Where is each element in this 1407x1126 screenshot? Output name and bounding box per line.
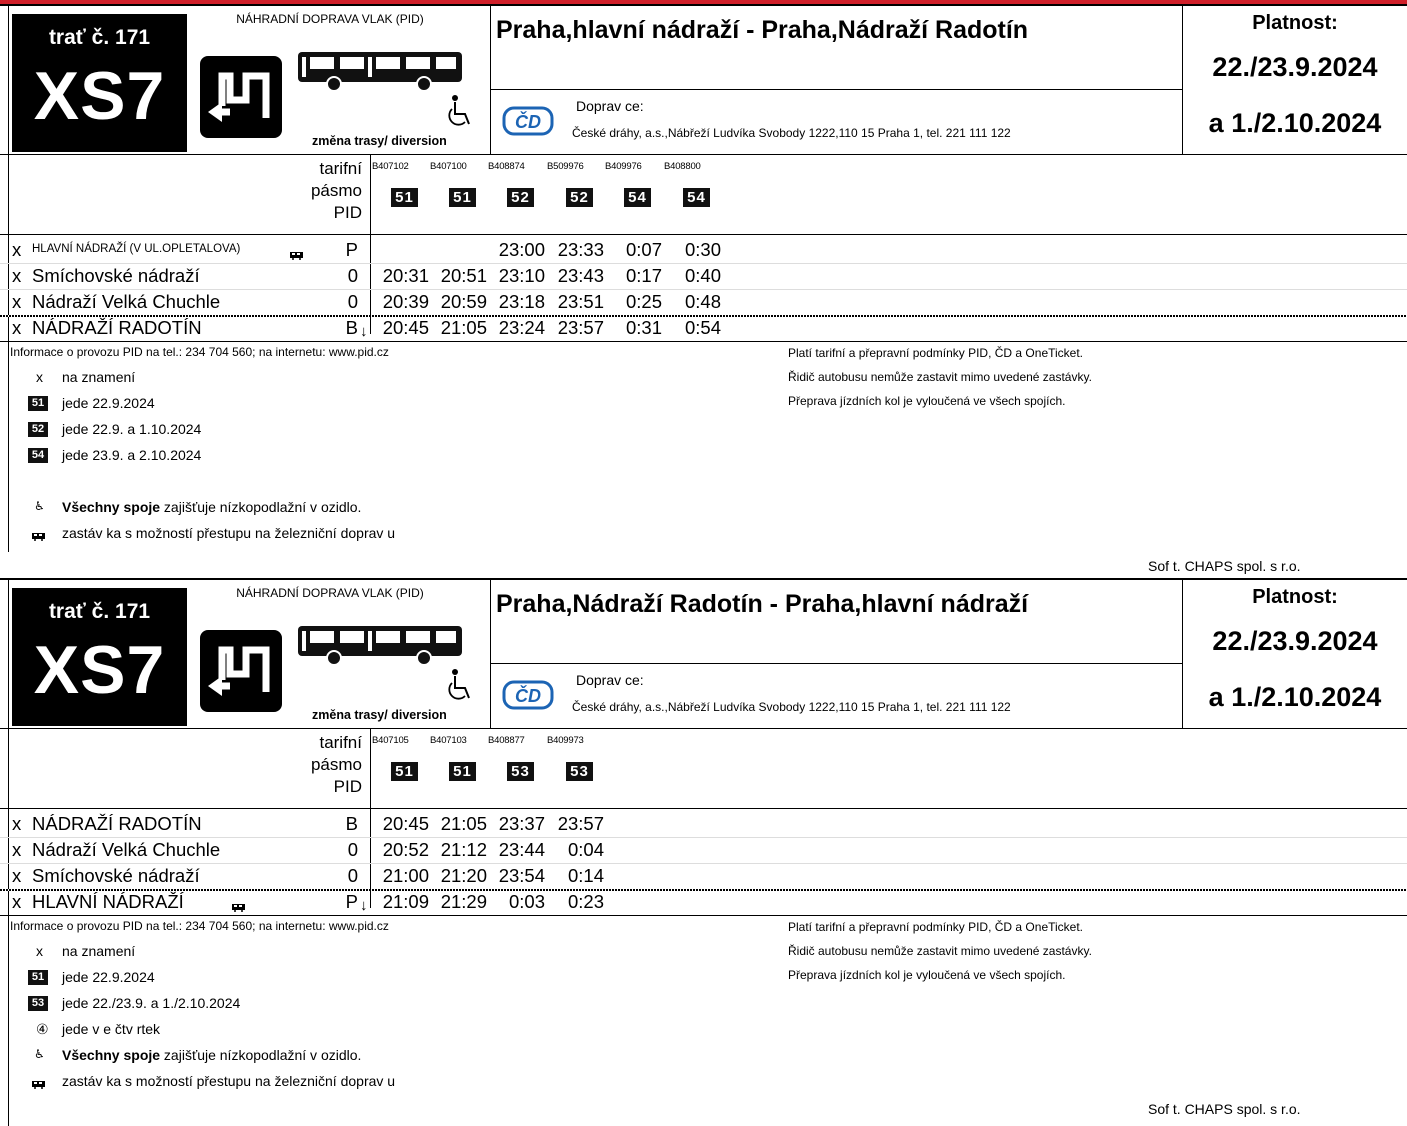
divider bbox=[0, 915, 1407, 916]
timetable-section-2 bbox=[0, 578, 1407, 1126]
zone-header-label: PID bbox=[333, 777, 362, 796]
operator-label: Doprav ce: bbox=[576, 98, 644, 114]
legend-symbol: x bbox=[36, 369, 43, 385]
rule-text: Přeprava jízdních kol je vyloučená ve všech spojích. bbox=[788, 968, 1066, 982]
route-logo bbox=[12, 588, 187, 726]
info-line: Informace o provozu PID na tel.: 234 704 560; na internetu: www.pid.cz bbox=[10, 345, 389, 359]
on-request-flag: x bbox=[12, 239, 22, 260]
wheelchair-icon: ♿ bbox=[34, 1047, 45, 1061]
service-type: NÁHRADNÍ DOPRAVA VLAK (PID) bbox=[236, 12, 424, 26]
stop-zone: 0 bbox=[347, 839, 358, 860]
zone-header-label: pásmo bbox=[310, 755, 362, 774]
departure-time: 21:20 bbox=[440, 865, 487, 886]
trip-code: B407100 bbox=[430, 161, 467, 172]
on-request-flag: x bbox=[12, 865, 22, 886]
divider bbox=[490, 663, 1182, 664]
departure-time: 20:45 bbox=[382, 813, 429, 834]
departure-time: 0:07 bbox=[625, 239, 662, 260]
on-request-flag: x bbox=[12, 891, 22, 912]
departure-time: 23:18 bbox=[498, 291, 545, 312]
departure-time: 21:29 bbox=[440, 891, 487, 912]
stop-row bbox=[0, 263, 760, 288]
trip-code: B408800 bbox=[664, 161, 701, 172]
departure-time: 20:45 bbox=[382, 317, 429, 338]
rule-text: Platí tarifní a přepravní podmínky PID, ČD a OneTicket. bbox=[788, 346, 1084, 360]
direction-arrow-icon: ↓ bbox=[360, 323, 368, 340]
zone-legend-badge: 51 bbox=[28, 970, 48, 985]
route-logo bbox=[12, 14, 187, 152]
service-type: NÁHRADNÍ DOPRAVA VLAK (PID) bbox=[236, 586, 424, 600]
stop-name: Nádraží Velká Chuchle bbox=[32, 839, 221, 860]
validity-label: Platnost: bbox=[1252, 12, 1338, 34]
departure-time: 0:25 bbox=[625, 291, 662, 312]
stop-zone: P bbox=[345, 891, 358, 912]
departure-time: 21:05 bbox=[440, 317, 487, 338]
stop-name: HLAVNÍ NÁDRAŽÍ (V UL.OPLETALOVA) bbox=[32, 243, 241, 255]
line-code: XS7 bbox=[33, 632, 166, 708]
legend-text: jede 22.9. a 1.10.2024 bbox=[62, 421, 202, 437]
trip-zone-badge: 52 bbox=[507, 188, 534, 207]
rule-text: Řidič autobusu nemůže zastavit mimo uvedené zastávky. bbox=[788, 370, 1092, 384]
stop-zone: P bbox=[345, 239, 358, 260]
stop-row bbox=[0, 889, 760, 914]
route-number: trať č. 171 bbox=[48, 26, 151, 49]
info-line: Informace o provozu PID na tel.: 234 704 560; na internetu: www.pid.cz bbox=[10, 919, 389, 933]
departure-time: 21:12 bbox=[440, 839, 487, 860]
on-request-flag: x bbox=[12, 291, 22, 312]
divider bbox=[0, 234, 1407, 235]
zone-legend-badge: 51 bbox=[28, 396, 48, 411]
trip-zone-badge: 53 bbox=[507, 762, 534, 781]
divider bbox=[490, 4, 491, 154]
stop-zone: 0 bbox=[347, 865, 358, 886]
lowfloor-note bbox=[62, 499, 361, 515]
transfer-note: zastáv ka s možností přestupu na železniční doprav u bbox=[62, 525, 396, 541]
departure-time: 23:10 bbox=[498, 265, 545, 286]
departure-time: 23:57 bbox=[557, 317, 604, 338]
legend-text: jede 22./23.9. a 1./2.10.2024 bbox=[62, 995, 241, 1011]
svg-text:ČD: ČD bbox=[515, 112, 541, 132]
on-request-flag: x bbox=[12, 265, 22, 286]
stop-zone: 0 bbox=[347, 265, 358, 286]
divider bbox=[0, 808, 1407, 809]
divider bbox=[0, 578, 1407, 580]
software-credit: Sof t. CHAPS spol. s r.o. bbox=[1148, 1101, 1301, 1117]
wheelchair-icon: ♿ bbox=[34, 499, 45, 513]
departure-time: 20:39 bbox=[382, 291, 429, 312]
departure-time: 21:05 bbox=[440, 813, 487, 834]
validity-date-2: a 1./2.10.2024 bbox=[1208, 108, 1382, 138]
divider bbox=[490, 89, 1182, 90]
stop-zone: B bbox=[345, 317, 358, 338]
zone-header-label: tarifní bbox=[319, 733, 362, 752]
legend-text: na znamení bbox=[62, 369, 136, 385]
departure-time: 23:51 bbox=[557, 291, 604, 312]
cd-logo-icon bbox=[502, 104, 554, 143]
diversion-label: změna trasy/ diversion bbox=[312, 708, 447, 722]
line-code: XS7 bbox=[33, 58, 166, 134]
operator-details: České dráhy, a.s.,Nábřeží Ludvíka Svobody 1222,110 15 Praha 1, tel. 221 111 122 bbox=[572, 700, 1011, 714]
departure-time: 0:23 bbox=[567, 891, 604, 912]
trip-code: B407102 bbox=[372, 161, 409, 172]
on-request-flag: x bbox=[12, 839, 22, 860]
departure-time: 0:03 bbox=[508, 891, 545, 912]
trip-zone-badge: 54 bbox=[683, 188, 710, 207]
diversion-arrow-icon bbox=[200, 56, 282, 138]
bus-icon bbox=[296, 48, 466, 99]
departure-time: 0:14 bbox=[567, 865, 604, 886]
departure-time: 23:24 bbox=[498, 317, 545, 338]
departure-time: 0:31 bbox=[625, 317, 662, 338]
legend-text: jede 22.9.2024 bbox=[62, 395, 155, 411]
stop-name: Smíchovské nádraží bbox=[32, 865, 200, 886]
trip-code: B409973 bbox=[547, 735, 584, 746]
legend-symbol: ④ bbox=[36, 1021, 49, 1037]
departure-time: 0:04 bbox=[567, 839, 604, 860]
departure-time: 21:09 bbox=[382, 891, 429, 912]
trip-zone-badge: 51 bbox=[449, 762, 476, 781]
departure-time: 21:00 bbox=[382, 865, 429, 886]
stop-row bbox=[0, 811, 760, 836]
legend-text: na znamení bbox=[62, 943, 136, 959]
wheelchair-icon bbox=[445, 94, 475, 135]
validity-date: 22./23.9.2024 bbox=[1212, 52, 1378, 82]
departure-time: 23:57 bbox=[557, 813, 604, 834]
departure-time: 23:43 bbox=[557, 265, 604, 286]
divider bbox=[0, 728, 1407, 729]
rule-text: Platí tarifní a přepravní podmínky PID, ČD a OneTicket. bbox=[788, 920, 1084, 934]
divider bbox=[490, 578, 491, 728]
trip-zone-badge: 51 bbox=[391, 188, 418, 207]
zone-header-label: pásmo bbox=[310, 181, 362, 200]
departure-time: 23:37 bbox=[498, 813, 545, 834]
departure-time: 0:48 bbox=[684, 291, 721, 312]
departure-time: 23:44 bbox=[498, 839, 545, 860]
zone-header-label: PID bbox=[333, 203, 362, 222]
legend-symbol: x bbox=[36, 943, 43, 959]
zone-legend-badge: 53 bbox=[28, 996, 48, 1011]
departure-time: 23:54 bbox=[498, 865, 545, 886]
trip-zone-badge: 52 bbox=[566, 188, 593, 207]
timetable-title: Praha,Nádraží Radotín - Praha,hlavní nádraží bbox=[496, 590, 1029, 618]
trip-code: B408874 bbox=[488, 161, 525, 172]
stop-row bbox=[0, 289, 760, 314]
direction-arrow-icon: ↓ bbox=[360, 897, 368, 914]
operator-label: Doprav ce: bbox=[576, 672, 644, 688]
departure-time: 20:51 bbox=[440, 265, 487, 286]
route-number: trať č. 171 bbox=[48, 600, 151, 623]
rule-text: Řidič autobusu nemůže zastavit mimo uvedené zastávky. bbox=[788, 944, 1092, 958]
stop-name: NÁDRAŽÍ RADOTÍN bbox=[32, 317, 202, 338]
stop-name: Smíchovské nádraží bbox=[32, 265, 200, 286]
zone-legend-badge: 52 bbox=[28, 422, 48, 437]
lowfloor-text: zajišťuje nízkopodlažní v ozidlo. bbox=[160, 499, 362, 515]
diversion-arrow-icon bbox=[200, 630, 282, 712]
on-request-flag: x bbox=[12, 317, 22, 338]
on-request-flag: x bbox=[12, 813, 22, 834]
operator-details: České dráhy, a.s.,Nábřeží Ludvíka Svobody 1222,110 15 Praha 1, tel. 221 111 122 bbox=[572, 126, 1011, 140]
timetable-section-1 bbox=[0, 4, 1407, 574]
software-credit: Sof t. CHAPS spol. s r.o. bbox=[1148, 558, 1301, 574]
lowfloor-bold: Všechny spoje bbox=[62, 499, 161, 515]
departure-time: 20:31 bbox=[382, 265, 429, 286]
train-icon bbox=[32, 528, 46, 546]
validity-date: 22./23.9.2024 bbox=[1212, 626, 1378, 656]
lowfloor-bold: Všechny spoje bbox=[62, 1047, 161, 1063]
stop-row bbox=[0, 315, 760, 340]
trip-zone-badge: 51 bbox=[449, 188, 476, 207]
divider bbox=[0, 4, 1407, 6]
zone-header-label: tarifní bbox=[319, 159, 362, 178]
departure-time: 23:00 bbox=[498, 239, 545, 260]
trip-code: B407103 bbox=[430, 735, 467, 746]
wheelchair-icon bbox=[445, 668, 475, 709]
zone-legend-badge: 54 bbox=[28, 448, 48, 463]
departure-time: 0:54 bbox=[684, 317, 721, 338]
stop-name: HLAVNÍ NÁDRAŽÍ bbox=[32, 891, 184, 912]
legend-text: jede 22.9.2024 bbox=[62, 969, 155, 985]
legend-text: jede v e čtv rtek bbox=[62, 1021, 161, 1037]
timetable-title: Praha,hlavní nádraží - Praha,Nádraží Radotín bbox=[496, 16, 1029, 44]
trip-zone-badge: 54 bbox=[624, 188, 651, 207]
departure-time: 0:40 bbox=[684, 265, 721, 286]
stop-zone: 0 bbox=[347, 291, 358, 312]
trip-code: B407105 bbox=[372, 735, 409, 746]
divider bbox=[0, 341, 1407, 342]
svg-text:ČD: ČD bbox=[515, 686, 541, 706]
departure-time: 0:17 bbox=[625, 265, 662, 286]
departure-time: 0:30 bbox=[684, 239, 721, 260]
validity-date-2: a 1./2.10.2024 bbox=[1208, 682, 1382, 712]
transfer-note: zastáv ka s možností přestupu na železniční doprav u bbox=[62, 1073, 396, 1089]
trip-code: B408877 bbox=[488, 735, 525, 746]
stop-row bbox=[0, 863, 760, 888]
validity-label: Platnost: bbox=[1252, 586, 1338, 608]
cd-logo-icon bbox=[502, 678, 554, 717]
stop-name: Nádraží Velká Chuchle bbox=[32, 291, 221, 312]
trip-zone-badge: 51 bbox=[391, 762, 418, 781]
trip-zone-badge: 53 bbox=[566, 762, 593, 781]
stop-row bbox=[0, 237, 760, 262]
train-icon bbox=[32, 1076, 46, 1094]
trip-code: B509976 bbox=[547, 161, 584, 172]
rule-text: Přeprava jízdních kol je vyloučená ve všech spojích. bbox=[788, 394, 1066, 408]
stop-row bbox=[0, 837, 760, 862]
stop-name: NÁDRAŽÍ RADOTÍN bbox=[32, 813, 202, 834]
divider bbox=[0, 154, 1407, 155]
trip-code: B409976 bbox=[605, 161, 642, 172]
legend-text: jede 23.9. a 2.10.2024 bbox=[62, 447, 202, 463]
lowfloor-text: zajišťuje nízkopodlažní v ozidlo. bbox=[160, 1047, 362, 1063]
departure-time: 20:52 bbox=[382, 839, 429, 860]
diversion-label: změna trasy/ diversion bbox=[312, 134, 447, 148]
lowfloor-note bbox=[62, 1047, 361, 1063]
bus-icon bbox=[296, 622, 466, 673]
stop-zone: B bbox=[345, 813, 358, 834]
departure-time: 23:33 bbox=[557, 239, 604, 260]
departure-time: 20:59 bbox=[440, 291, 487, 312]
